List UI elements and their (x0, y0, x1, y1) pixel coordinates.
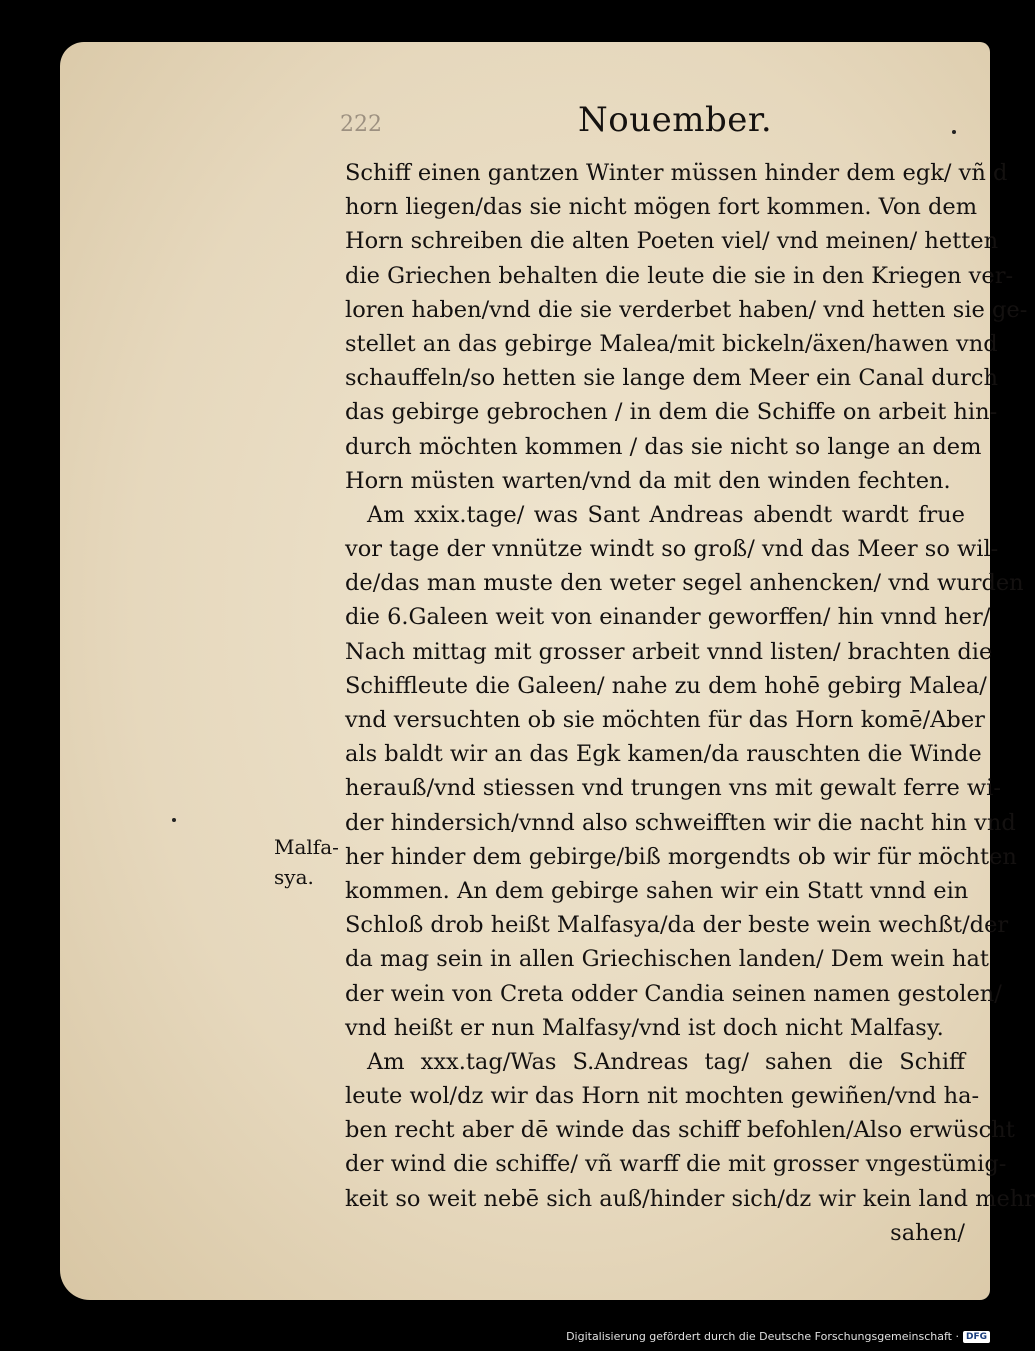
text-line: leute wol/dz wir das Horn nit mochten gewiñen/vnd ha- (345, 1083, 980, 1110)
page-number: 222 (340, 112, 382, 137)
footer (566, 1330, 990, 1343)
text-line: Am xxx.tag/Was S.Andreas tag/ sahen die Schiff (367, 1048, 965, 1075)
text-line: sahen/ (890, 1219, 965, 1246)
text-line: schauffeln/so hetten sie lange dem Meer ein Canal durch (345, 365, 998, 392)
ink-dot (172, 818, 176, 822)
marginal-note (274, 832, 339, 892)
text-line: als baldt wir an das Egk kamen/da rauschten die Winde (345, 741, 982, 768)
text-line: vnd versuchten ob sie möchten für das Horn komē/Aber (345, 707, 985, 733)
text-line: da mag sein in allen Griechischen landen/ Dem wein hat (345, 946, 989, 973)
text-line: stellet an das gebirge Malea/mit bickeln/äxen/hawen vnd (345, 330, 998, 357)
text-line: der wind die schiffe/ vñ warff die mit grosser vngestümig- (345, 1151, 1007, 1178)
text-line: Schiff einen gantzen Winter müssen hinder dem egk/ vñ d (345, 160, 1008, 186)
text-line: loren haben/vnd die sie verderbet haben/ vnd hetten sie ge- (345, 296, 1028, 323)
marginal-note-line: Malfa- (274, 835, 339, 859)
footer-credit: Digitalisierung gefördert durch die Deutsche Forschungsgemeinschaft · (566, 1330, 959, 1343)
text-line: vor tage der vnnütze windt so groß/ vnd das Meer so wil- (345, 536, 999, 563)
text-line: die 6.Galeen weit von einander geworffen/ hin vnnd her/ (345, 604, 991, 631)
text-line: Horn müsten warten/vnd da mit den winden fechten. (345, 467, 951, 494)
text-line: Am xxix.tage/ was Sant Andreas abendt wardt frue (367, 501, 965, 528)
text-line: der hindersich/vnnd also schweifften wir die nacht hin vnd (345, 809, 1016, 836)
text-line: Schloß drob heißt Malfasya/da der beste wein wechßt/der (345, 912, 1009, 939)
running-head: Nouember. (578, 100, 773, 140)
ink-dot (952, 130, 956, 134)
text-line: der wein von Creta odder Candia seinen namen gestolen/ (345, 980, 1002, 1007)
text-line: herauß/vnd stiessen vnd trungen vns mit gewalt ferre wi- (345, 775, 1001, 802)
text-line: die Griechen behalten die leute die sie in den Kriegen ver- (345, 262, 1014, 289)
text-line: de/das man muste den weter segel anhencken/ vnd wurden (345, 570, 1024, 597)
text-line: vnd heißt er nun Malfasy/vnd ist doch nicht Malfasy. (345, 1014, 944, 1041)
text-line: Nach mittag mit grosser arbeit vnnd listen/ brachten die (345, 638, 993, 665)
text-line: ben recht aber dē winde das schiff befohlen/Also erwüscht (345, 1117, 1015, 1144)
text-line: durch möchten kommen / das sie nicht so lange an dem (345, 433, 982, 460)
text-line: horn liegen/das sie nicht mögen fort kommen. Von dem (345, 194, 978, 221)
text-line: kommen. An dem gebirge sahen wir ein Statt vnnd ein (345, 877, 969, 904)
text-line: her hinder dem gebirge/biß morgendts ob wir für möchten (345, 843, 1017, 870)
text-line: das gebirge gebrochen / in dem die Schiffe on arbeit hin- (345, 399, 998, 426)
text-line: keit so weit nebē sich auß/hinder sich/dz wir kein land mehr (345, 1185, 1035, 1212)
dfg-logo: DFG (963, 1331, 990, 1343)
text-line: Schiffleute die Galeen/ nahe zu dem hohē gebirg Malea/ (345, 672, 987, 699)
body-text (345, 156, 1035, 1250)
marginal-note-line: sya. (274, 865, 314, 889)
text-line: Horn schreiben die alten Poeten viel/ vnd meinen/ hetten (345, 228, 999, 255)
